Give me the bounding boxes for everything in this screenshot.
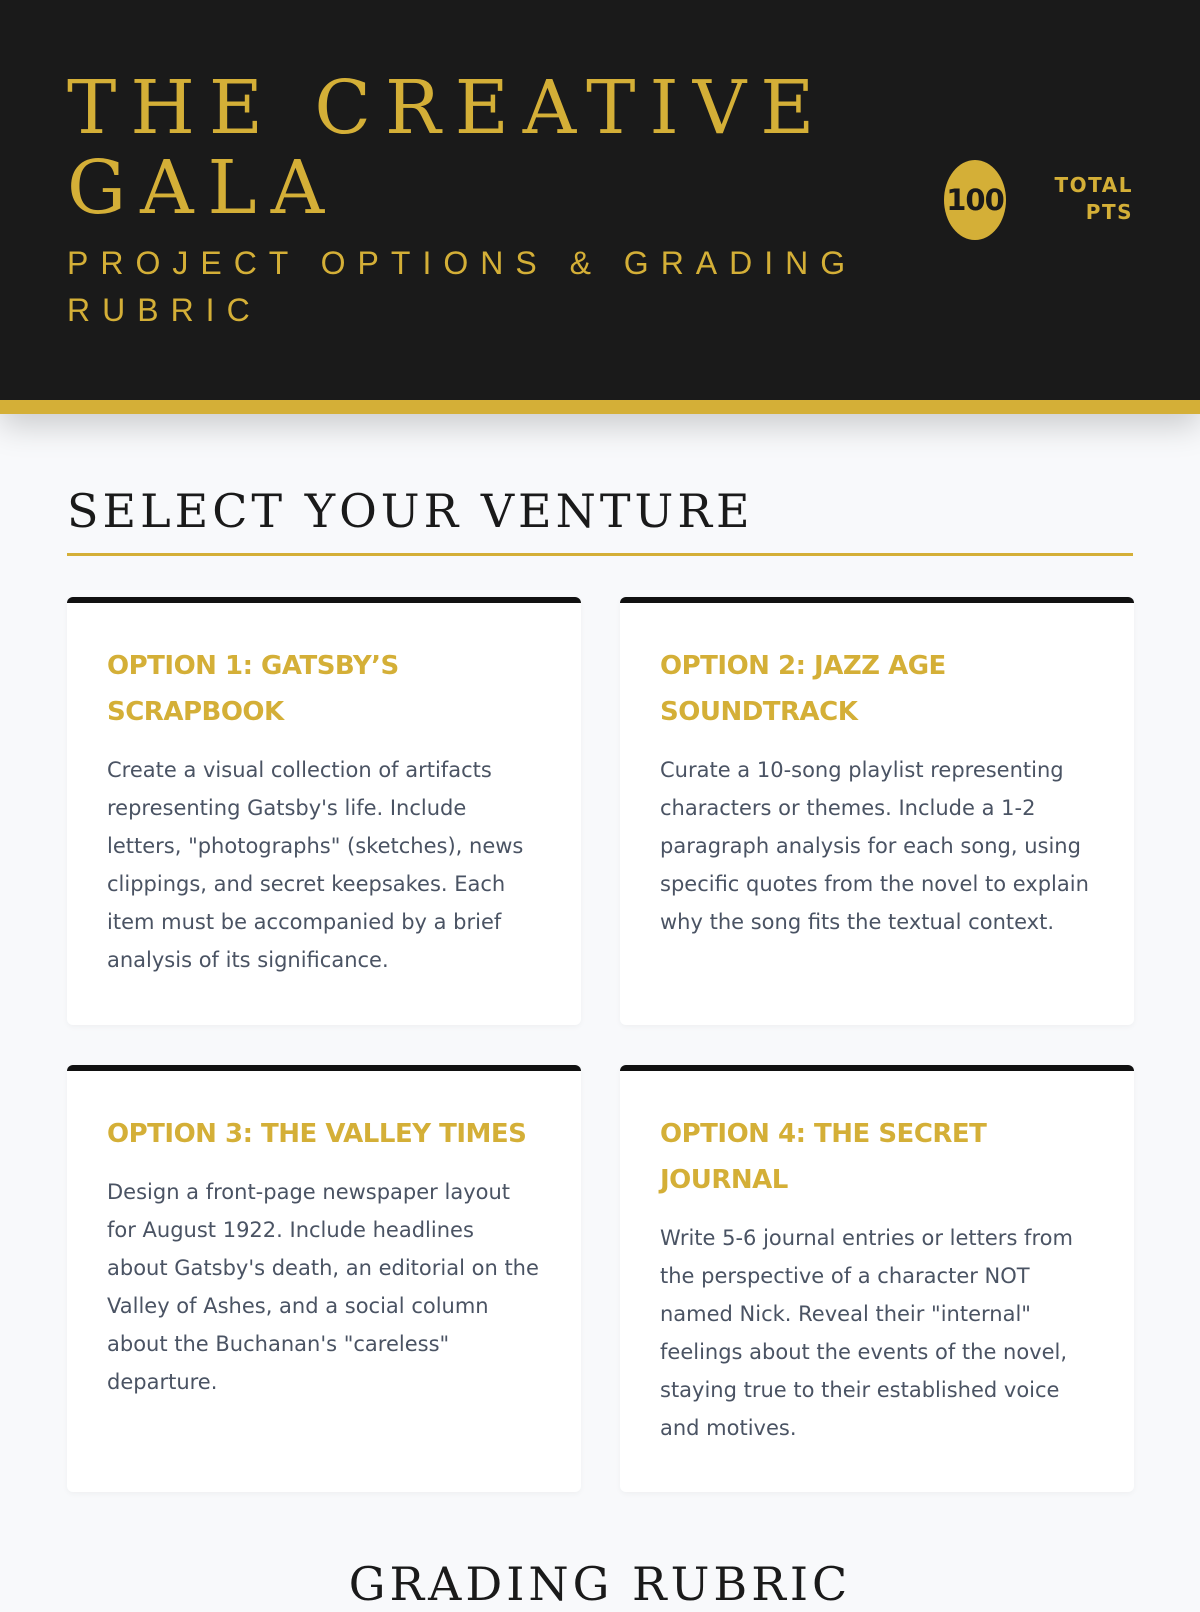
option-card-1 — [67, 597, 581, 1025]
option-card-title: OPTION 3: THE VALLEY TIMES — [107, 1119, 527, 1149]
page-subtitle: PROJECT OPTIONS & GRADING RUBRIC — [67, 245, 858, 328]
option-card-description: Write 5-6 journal entries or letters from the perspective of a character NOT named Nick. Reveal their "internal" feelings about the events of the novel, staying true to their established voice and motives. — [660, 1226, 1073, 1440]
option-card-description: Create a visual collection of artifacts representing Gatsby's life. Include letters, "photographs" (sketches), news clippings, and secret keepsakes. Each item must be accompanied by a brief analysis of its significance. — [107, 758, 524, 972]
page-title: THE CREATIVE GALA — [67, 65, 829, 231]
total-points-badge: 100 — [944, 160, 1006, 240]
rubric-section-heading: GRADING RUBRIC — [348, 1557, 852, 1611]
option-card-description: Curate a 10-song playlist representing characters or themes. Include a 1-2 paragraph analysis for each song, using specific quotes from the novel to explain why the song fits the textual context. — [660, 758, 1089, 934]
options-section-heading: SELECT YOUR VENTURE — [67, 484, 754, 538]
option-card-title: OPTION 4: THE SECRET JOURNAL — [660, 1119, 987, 1195]
option-card-title: OPTION 2: JAZZ AGE SOUNDTRACK — [660, 651, 946, 727]
option-card-description: Design a front-page newspaper layout for August 1922. Include headlines about Gatsby's death, an editorial on the Valley of Ashes, and a social column about the Buchanan's "careless" departure. — [107, 1180, 539, 1394]
page-header — [0, 0, 1200, 414]
option-card-4 — [620, 1065, 1134, 1492]
option-card-2 — [620, 597, 1134, 1025]
option-card-title: OPTION 1: GATSBY’S SCRAPBOOK — [107, 651, 399, 727]
total-points-label: TOTAL PTS — [1054, 173, 1133, 224]
section-divider — [67, 553, 1133, 556]
option-card-3 — [67, 1065, 581, 1492]
